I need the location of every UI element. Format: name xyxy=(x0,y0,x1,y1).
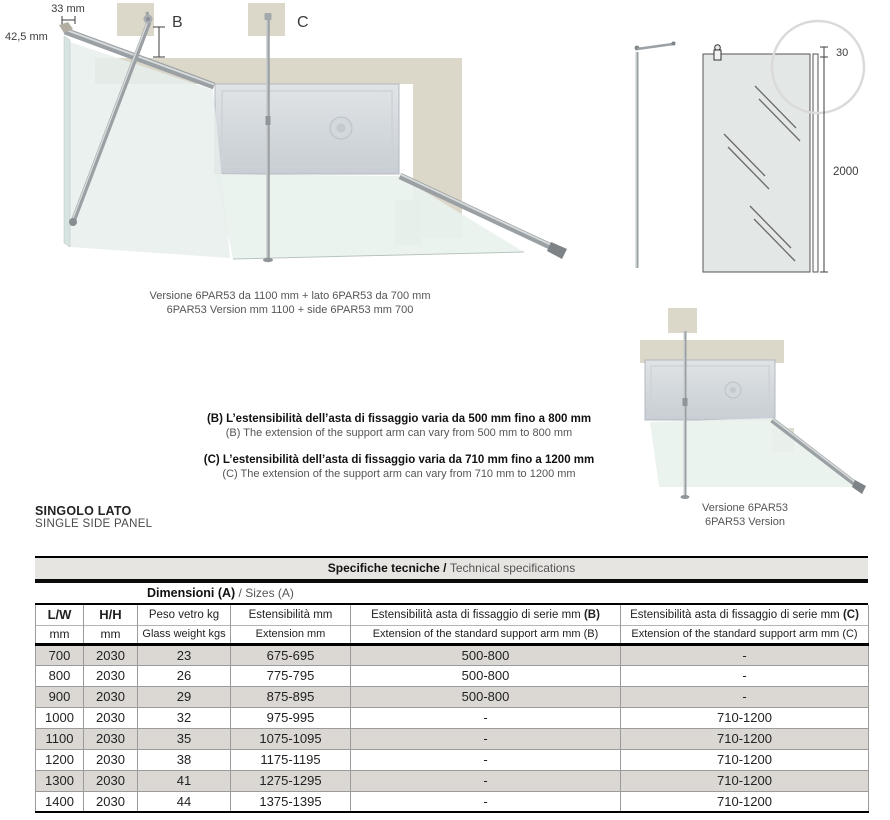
table-row xyxy=(36,707,869,728)
dim-42-label: 42,5 mm xyxy=(5,31,48,43)
caption-separator: / xyxy=(439,561,450,575)
table-cell: - xyxy=(351,791,621,812)
column-header: L/W xyxy=(36,605,84,625)
table-caption-italian: Specifiche tecniche xyxy=(327,561,440,575)
column-header: Peso vetro kg xyxy=(138,605,231,625)
single-version-caption xyxy=(650,501,840,529)
table-cell: 1400 xyxy=(36,791,84,812)
column-header: H/H xyxy=(84,605,138,625)
table-row xyxy=(36,728,869,749)
table-row xyxy=(36,749,869,770)
table-cell: 710-1200 xyxy=(621,749,869,770)
table-cell: - xyxy=(351,749,621,770)
column-header: mm xyxy=(84,625,138,644)
section-title-italian: SINGOLO LATO xyxy=(35,504,132,518)
table-cell: 500-800 xyxy=(351,665,621,686)
table-cell: 710-1200 xyxy=(621,707,869,728)
label-c: C xyxy=(297,14,309,31)
spec-table-grid xyxy=(35,605,869,813)
table-cell: 2030 xyxy=(84,728,138,749)
table-caption-band xyxy=(35,556,868,583)
dimension-33mm xyxy=(51,3,85,24)
table-cell: 800 xyxy=(36,665,84,686)
table-cell: 2030 xyxy=(84,770,138,791)
table-cell: 1375-1395 xyxy=(231,791,351,812)
corner-version-drawing xyxy=(0,0,580,320)
table-cell: 2030 xyxy=(84,644,138,665)
table-cell: 1075-1095 xyxy=(231,728,351,749)
table-cell: - xyxy=(621,665,869,686)
table-cell: 32 xyxy=(138,707,231,728)
shower-tray xyxy=(215,84,399,174)
dimensions-label-italian: Dimensioni (A) xyxy=(147,586,236,600)
table-cell: 38 xyxy=(138,749,231,770)
table-cell: 900 xyxy=(36,686,84,707)
table-cell: - xyxy=(351,728,621,749)
dimensions-row xyxy=(35,583,868,605)
panel-profile-strip xyxy=(813,54,818,272)
table-cell: 35 xyxy=(138,728,231,749)
table-cell: - xyxy=(351,770,621,791)
table-cell: - xyxy=(351,707,621,728)
glass-panel xyxy=(650,418,862,487)
caption-line-en: 6PAR53 Version mm 1100 + side 6PAR53 mm 700 xyxy=(166,304,414,316)
drain-center-icon xyxy=(337,124,346,133)
single-version-drawing xyxy=(612,308,890,508)
column-header: Estensibilità mm xyxy=(231,605,351,625)
spec-table-head xyxy=(36,605,869,644)
table-cell: 2030 xyxy=(84,749,138,770)
table-cell: 1300 xyxy=(36,770,84,791)
table-cell: - xyxy=(621,686,869,707)
table-cell: 1200 xyxy=(36,749,84,770)
table-cell: 500-800 xyxy=(351,686,621,707)
table-cell: 710-1200 xyxy=(621,770,869,791)
table-cell: 700 xyxy=(36,644,84,665)
spec-table xyxy=(35,556,868,813)
column-header: Glass weight kgs xyxy=(138,625,231,644)
note-b-italian: (B) L’estensibilità dell’asta di fissaggio varia da 500 mm fino a 800 mm xyxy=(206,413,592,425)
table-cell: 29 xyxy=(138,686,231,707)
table-cell: 44 xyxy=(138,791,231,812)
table-cell: 1275-1295 xyxy=(231,770,351,791)
dimensions-separator: / xyxy=(235,586,246,600)
table-cell: 675-695 xyxy=(231,644,351,665)
support-arm-notes xyxy=(188,412,610,481)
ceiling-block xyxy=(668,308,697,333)
note-spacer xyxy=(188,440,610,453)
table-cell: 710-1200 xyxy=(621,791,869,812)
note-c-english: (C) The extension of the support arm can vary from 710 mm to 1200 mm xyxy=(222,468,576,480)
table-cell: 26 xyxy=(138,665,231,686)
table-cell: 41 xyxy=(138,770,231,791)
caption-line-en: 6PAR53 Version xyxy=(705,516,785,528)
table-cell: 2030 xyxy=(84,686,138,707)
table-row xyxy=(36,770,869,791)
note-b-english: (B) The extension of the support arm can vary from 500 mm to 800 mm xyxy=(225,427,573,439)
section-title-english: SINGLE SIDE PANEL xyxy=(35,518,153,530)
table-cell: 975-995 xyxy=(231,707,351,728)
table-caption-english: Technical specifications xyxy=(449,561,576,575)
table-cell: 23 xyxy=(138,644,231,665)
corner-version-caption xyxy=(100,289,480,317)
column-header: Extension of the standard support arm mm (B) xyxy=(351,625,621,644)
table-cell: 1175-1195 xyxy=(231,749,351,770)
table-cell: 875-895 xyxy=(231,686,351,707)
dim-30-label: 30 xyxy=(836,47,849,59)
bottom-rail-end-cap xyxy=(547,242,567,259)
column-header: Extension mm xyxy=(231,625,351,644)
column-header: Extension of the standard support arm mm (C) xyxy=(621,625,869,644)
section-heading xyxy=(35,504,152,530)
caption-line-it: Versione 6PAR53 xyxy=(701,502,789,514)
dim-33-label: 33 mm xyxy=(51,3,85,15)
caption-line-it: Versione 6PAR53 da 1100 mm + lato 6PAR53 da 700 mm xyxy=(149,290,431,302)
table-cell: 775-795 xyxy=(231,665,351,686)
table-cell: 1100 xyxy=(36,728,84,749)
column-header: Estensibilità asta di fissaggio di serie mm (B) xyxy=(351,605,621,625)
pole-side-view xyxy=(635,42,676,269)
table-cell: - xyxy=(621,644,869,665)
table-row xyxy=(36,644,869,665)
column-header: mm xyxy=(36,625,84,644)
label-b: B xyxy=(172,14,183,31)
note-c-italian: (C) L’estensibilità dell’asta di fissaggio varia da 710 mm fino a 1200 mm xyxy=(203,454,595,466)
table-cell: 2030 xyxy=(84,707,138,728)
front-elevation-drawing xyxy=(612,0,890,300)
dimensions-label-english: Sizes (A) xyxy=(245,586,294,600)
header-row-primary xyxy=(36,605,869,625)
table-cell: 1000 xyxy=(36,707,84,728)
table-cell: 710-1200 xyxy=(621,728,869,749)
table-row xyxy=(36,791,869,812)
main-glass-panel xyxy=(215,174,524,259)
table-row xyxy=(36,665,869,686)
dimension-2000 xyxy=(820,57,859,272)
side-glass-edge xyxy=(64,36,70,247)
table-cell: 2030 xyxy=(84,665,138,686)
shower-tray xyxy=(645,360,775,420)
drain-center-icon xyxy=(730,387,736,393)
spec-table-body xyxy=(36,644,869,812)
header-row-secondary xyxy=(36,625,869,644)
table-cell: 2030 xyxy=(84,791,138,812)
table-row xyxy=(36,686,869,707)
table-cell: 500-800 xyxy=(351,644,621,665)
top-mount-icon xyxy=(714,45,721,60)
column-header: Estensibilità asta di fissaggio di serie mm (C) xyxy=(621,605,869,625)
dim-2000-label: 2000 xyxy=(833,166,859,178)
